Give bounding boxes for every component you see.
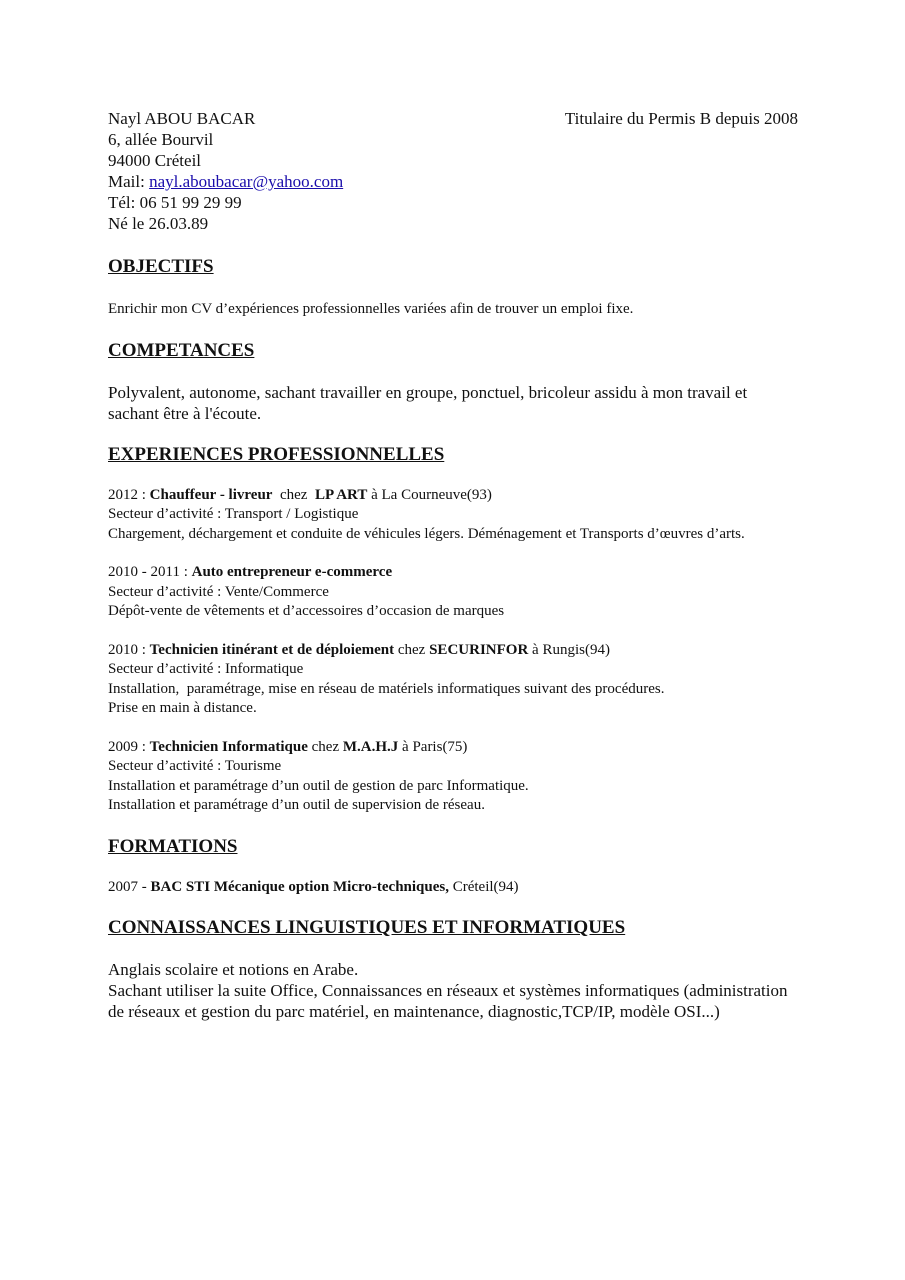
experience-desc: Installation et paramétrage d’un outil de gestion de parc Informatique. [108,777,529,794]
experience-mid: chez [394,641,430,658]
experience-company: LP ART [314,486,368,503]
experience-item [108,563,798,622]
experience-sector: Secteur d’activité : Transport / Logistique [108,506,359,522]
phone: Tél: 06 51 99 29 99 [108,193,242,212]
experience-list [108,486,798,816]
experience-company: M.A.H.J [342,738,399,755]
experiences-heading: EXPERIENCES PROFESSIONNELLES [108,443,445,465]
experience-place: à Rungis(94) [528,641,610,658]
formation-title: BAC STI Mécanique option Micro-techniques, [150,878,449,895]
address: 6, allée Bourvil [108,130,214,149]
connaissances-heading: CONNAISSANCES LINGUISTIQUES ET INFORMATIQUES [108,917,626,938]
experience-year: 2010 - 2011 : [108,564,192,580]
experience-place: à La Courneuve(93) [367,486,492,503]
experience-place: à Paris(75) [398,738,468,755]
experience-title: Chauffeur - livreur [149,486,273,503]
experience-title: Technicien Informatique [149,738,308,755]
formations-heading: FORMATIONS [108,835,238,857]
experience-year: 2010 : [108,641,150,658]
mail-label: Mail: [108,172,150,191]
formation-item [108,878,798,898]
experience-title: Auto entrepreneur e-commerce [191,564,393,580]
experience-company: SECURINFOR [429,641,529,658]
experience-item [108,641,798,719]
formation-place: Créteil(94) [448,878,519,895]
connaissances-languages: Anglais scolaire et notions en Arabe. [108,960,359,979]
experience-mid: chez [272,486,315,503]
experience-title-line [108,563,798,583]
experience-title-line [108,738,798,758]
city: 94000 Créteil [108,151,202,170]
contact-header-row [108,108,798,129]
experience-desc: Prise en main à distance. [108,700,257,716]
formation-year: 2007 - [108,878,151,895]
email-link[interactable]: nayl.aboubacar@yahoo.com [149,172,344,191]
experience-desc: Installation et paramétrage d’un outil de supervision de réseau. [108,797,485,813]
experience-sector: Secteur d’activité : Vente/Commerce [108,583,329,600]
experience-sector: Secteur d’activité : Informatique [108,661,304,677]
connaissances-it: Sachant utiliser la suite Office, Connaissances en réseaux et systèmes informatiques (administration de réseaux et gestion du parc matériel, en maintenance, diagnostic,TCP/IP, modèle OSI...) [108,981,788,1021]
experience-item [108,738,798,816]
experience-year: 2009 : [108,738,150,755]
experience-desc: Dépôt-vente de vêtements et d’accessoires d’occasion de marques [108,603,505,619]
competances-text: Polyvalent, autonome, sachant travailler en groupe, ponctuel, bricoleur assidu à mon travail et sachant être à l'écoute. [108,382,748,423]
applicant-name: Nayl ABOU BACAR [108,109,256,128]
objectifs-heading: OBJECTIFS [108,256,214,277]
mail-line [108,171,798,192]
experience-desc: Chargement, déchargement et conduite de véhicules légers. Déménagement et Transports d’œuvres d’arts. [108,525,745,542]
birth-date: Né le 26.03.89 [108,214,209,233]
experience-item [108,486,798,545]
experience-title-line [108,641,798,661]
experience-year: 2012 : [108,486,150,503]
experience-mid: chez [307,738,343,755]
experience-sector: Secteur d’activité : Tourisme [108,758,282,774]
objectifs-text: Enrichir mon CV d’expériences professionnelles variées afin de trouver un emploi fixe. [108,301,634,317]
experience-title-line [108,486,798,506]
driving-license: Titulaire du Permis B depuis 2008 [564,109,798,128]
experience-desc: Installation, paramétrage, mise en réseau de matériels informatiques suivant des procédures. [108,680,665,697]
competances-heading: COMPETANCES [108,339,255,361]
contact-block [108,108,798,234]
cv-page [108,108,798,1022]
experience-title: Technicien itinérant et de déploiement [149,641,395,658]
